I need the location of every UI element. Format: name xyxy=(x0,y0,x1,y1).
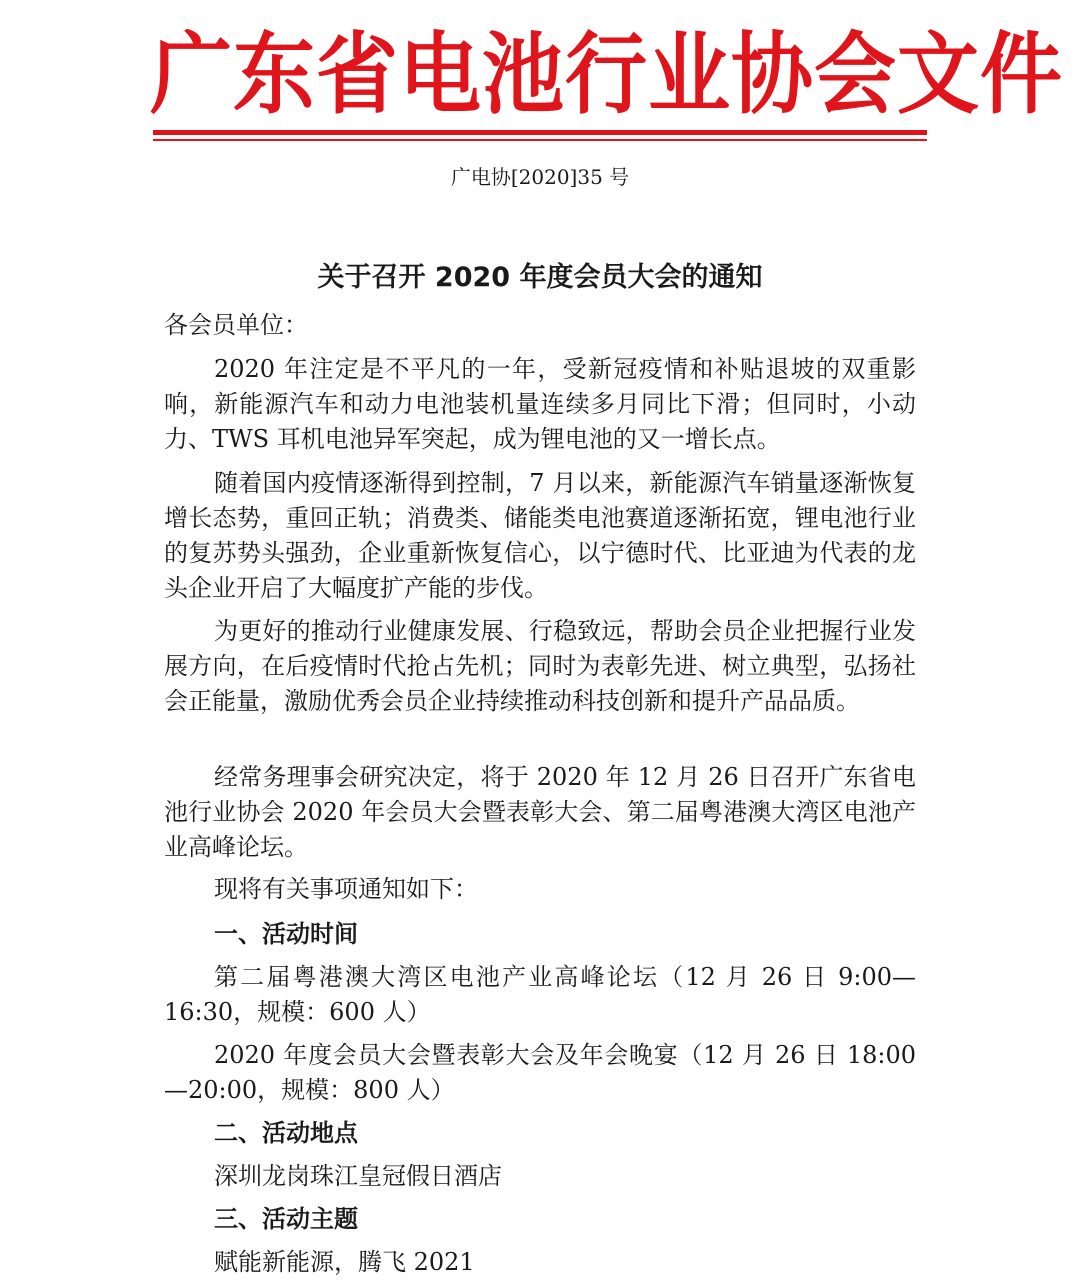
time-item-1: 第二届粤港澳大湾区电池产业高峰论坛（12 月 26 日 9:00—16:30，规模：600 人） xyxy=(164,963,916,1026)
section-heading-time: 一、活动时间 xyxy=(214,920,358,948)
section-heading-place: 二、活动地点 xyxy=(214,1119,358,1147)
masthead-title: 广东省电池行业协会文件 xyxy=(150,24,1064,127)
document-number: 广电协[2020]35 号 xyxy=(450,165,630,189)
time-item xyxy=(164,1038,916,1108)
body-paragraph xyxy=(164,352,916,457)
theme-content: 赋能新能源，腾飞 2021 xyxy=(214,1248,475,1276)
paragraph-1: 2020 年注定是不平凡的一年，受新冠疫情和补贴退坡的双重影响，新能源汽车和动力电池装机量连续多月同比下滑；但同时，小动力、TWS 耳机电池异军突起，成为锂电池的又一增长点。 xyxy=(164,355,916,453)
paragraph-4: 经常务理事会研究决定，将于 2020 年 12 月 26 日召开广东省电池行业协会 2020 年会员大会暨表彰大会、第二届粤港澳大湾区电池产业高峰论坛。 xyxy=(164,763,916,861)
notice-title: 关于召开 2020 年度会员大会的通知 xyxy=(317,262,763,293)
section-heading-theme: 三、活动主题 xyxy=(214,1205,358,1233)
masthead-rule-thick xyxy=(153,130,927,135)
intro-line: 现将有关事项通知如下： xyxy=(214,875,478,903)
body-paragraph xyxy=(164,760,916,865)
time-item-2: 2020 年度会员大会暨表彰大会及年会晚宴（12 月 26 日 18:00—20:00，规模：800 人） xyxy=(164,1041,916,1104)
place-content: 深圳龙岗珠江皇冠假日酒店 xyxy=(214,1162,502,1190)
paragraph-3: 为更好的推动行业健康发展、行稳致远，帮助会员企业把握行业发展方向，在后疫情时代抢占先机；同时为表彰先进、树立典型，弘扬社会正能量，激励优秀会员企业持续推动科技创新和提升产品品质。 xyxy=(164,617,916,715)
time-item xyxy=(164,960,916,1030)
body-paragraph xyxy=(164,466,916,606)
body-paragraph xyxy=(164,614,916,719)
salutation: 各会员单位： xyxy=(164,311,308,339)
masthead-rule-thin xyxy=(153,139,927,141)
paragraph-2: 随着国内疫情逐渐得到控制，7 月以来，新能源汽车销量逐渐恢复增长态势，重回正轨；消费类、储能类电池赛道逐渐拓宽，锂电池行业的复苏势头强劲，企业重新恢复信心，以宁德时代、比亚迪为代表的龙头企业开启了大幅度扩产能的步伐。 xyxy=(164,469,916,602)
